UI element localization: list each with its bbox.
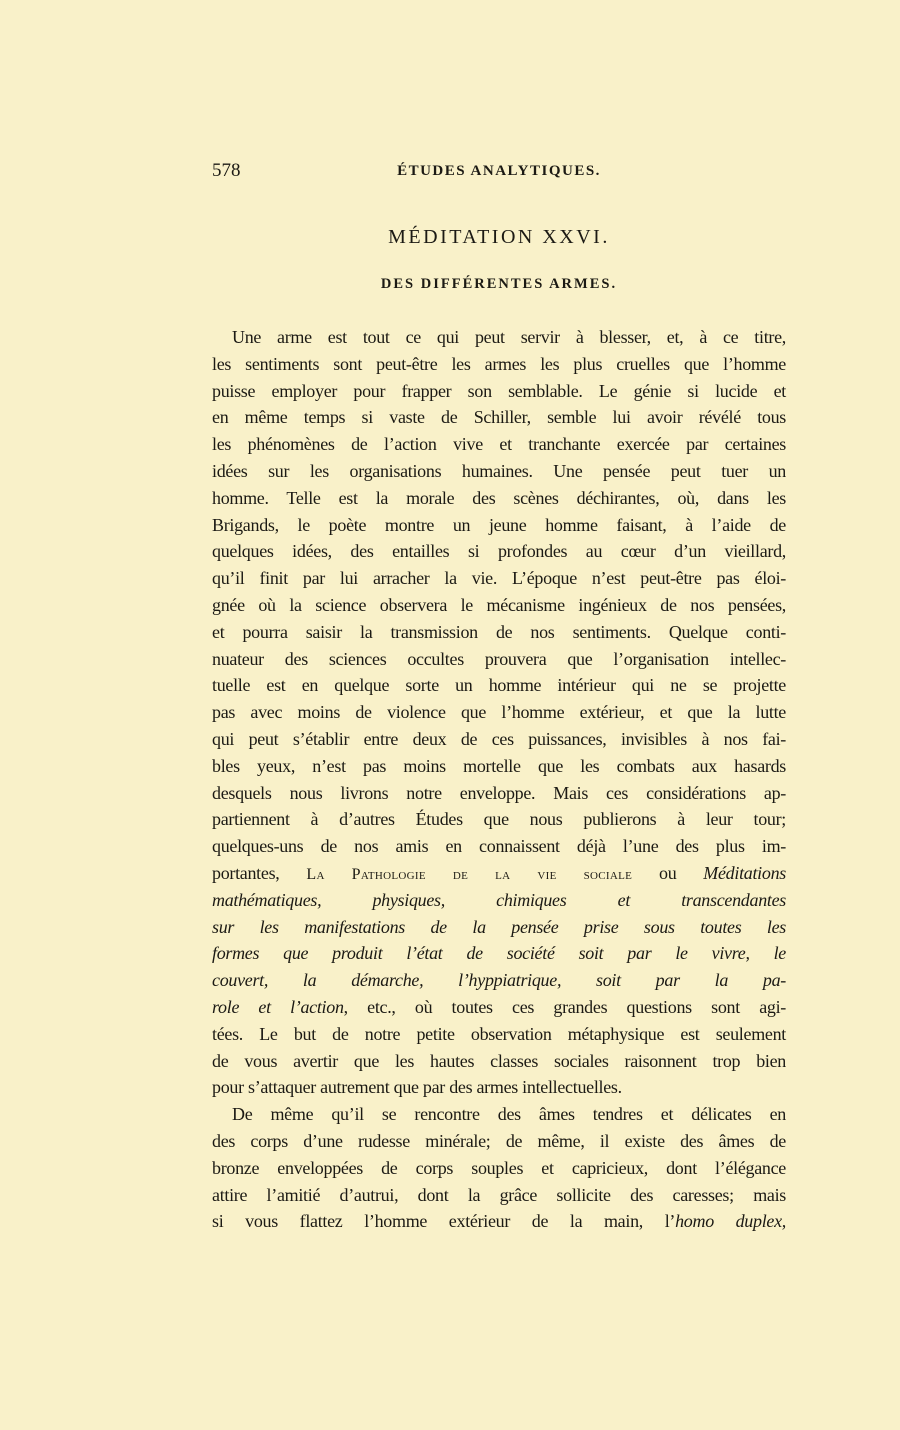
text-line — [212, 351, 786, 378]
body-text — [212, 324, 786, 1235]
text-line — [212, 512, 786, 539]
page-number: 578 — [212, 160, 241, 181]
text-segment: puisse employer pour frapper son semblable. Le génie si lucide et — [212, 380, 786, 401]
text-segment: en même temps si vaste de Schiller, semble lui avoir révélé tous — [212, 407, 786, 428]
text-segment: quelques idées, des entailles si profondes au cœur d’un vieillard, — [212, 541, 786, 562]
text-segment: bronze enveloppées de corps souples et capricieux, dont l’élégance — [212, 1157, 786, 1178]
text-line — [212, 1101, 786, 1128]
italic-text: sur les manifestations de la pensée prise sous toutes les — [212, 916, 786, 937]
text-segment: portantes, — [212, 862, 307, 883]
text-line — [212, 914, 786, 941]
text-line — [212, 672, 786, 699]
text-segment: les sentiments sont peut-être les armes les plus cruelles que l’homme — [212, 353, 786, 374]
text-segment: quelques-uns de nos amis en connaissent déjà l’une des plus im- — [212, 836, 786, 857]
text-segment: les phénomènes de l’action vive et tranchante exercée par certaines — [212, 434, 786, 455]
text-line — [212, 1182, 786, 1209]
text-segment: qu’il finit par lui arracher la vie. L’époque n’est peut-être pas éloi- — [212, 568, 786, 589]
text-segment: si vous flattez l’homme extérieur de la main, l’ — [212, 1211, 676, 1232]
text-line — [212, 1208, 786, 1235]
text-segment: , etc., où toutes ces grandes questions sont agi- — [343, 996, 786, 1017]
text-line — [212, 726, 786, 753]
text-line — [212, 324, 786, 351]
small-caps-text: La Pathologie de la vie sociale — [306, 865, 633, 883]
text-segment: attire l’amitié d’autrui, dont la grâce sollicite des caresses; mais — [212, 1184, 786, 1205]
text-line — [212, 485, 786, 512]
text-segment: nuateur des sciences occultes prouvera que l’organisation intellec- — [212, 648, 786, 669]
chapter-subtitle: DES DIFFÉRENTES ARMES. — [380, 276, 618, 292]
text-line — [212, 699, 786, 726]
text-line — [212, 940, 786, 967]
text-segment: tées. Le but de notre petite observation métaphysique est seulement — [212, 1023, 786, 1044]
text-line — [212, 967, 786, 994]
text-line — [212, 1128, 786, 1155]
text-segment: pour s’attaquer autrement que par des armes intellectuelles. — [212, 1077, 622, 1098]
text-segment: idées sur les organisations humaines. Une pensée peut tuer un — [212, 460, 786, 481]
text-line — [212, 458, 786, 485]
text-line — [212, 887, 786, 914]
text-segment: Brigands, le poète montre un jeune homme faisant, à l’aide de — [212, 514, 786, 535]
running-header — [212, 160, 786, 186]
text-line — [212, 565, 786, 592]
text-line — [212, 646, 786, 673]
text-line — [212, 378, 786, 405]
italic-text: role et l’action — [212, 996, 344, 1017]
italic-text: Méditations — [703, 862, 786, 883]
text-line — [212, 1048, 786, 1075]
text-line — [212, 780, 786, 807]
text-line — [212, 1074, 786, 1101]
text-line — [212, 753, 786, 780]
text-segment: bles yeux, n’est pas moins mortelle que les combats aux hasards — [212, 755, 786, 776]
text-segment: tuelle est en quelque sorte un homme intérieur qui ne se projette — [212, 675, 786, 696]
italic-text: couvert, la démarche, l’hyppiatrique, soit par la pa- — [212, 970, 786, 991]
text-segment: qui peut s’établir entre deux de ces puissances, invisibles à nos fai- — [212, 728, 786, 749]
text-segment: de vous avertir que les hautes classes sociales raisonnent trop bien — [212, 1050, 786, 1071]
chapter-title: MÉDITATION XXVI. — [388, 226, 610, 248]
text-line — [212, 592, 786, 619]
text-line — [212, 1155, 786, 1182]
text-segment: partiennent à d’autres Études que nous publierons à leur tour; — [212, 809, 786, 830]
italic-text: homo duplex, — [675, 1211, 786, 1232]
text-line — [212, 619, 786, 646]
text-segment: Une arme est tout ce qui peut servir à blesser, et, à ce titre, — [232, 327, 786, 347]
text-segment: pas avec moins de violence que l’homme extérieur, et que la lutte — [212, 702, 786, 723]
text-segment: ou — [632, 862, 704, 883]
text-line — [212, 833, 786, 860]
text-segment: des corps d’une rudesse minérale; de même, il existe des âmes de — [212, 1130, 786, 1151]
text-segment: et pourra saisir la transmission de nos sentiments. Quelque conti- — [212, 621, 786, 642]
italic-text: mathématiques, physiques, chimiques et transcendantes — [212, 889, 786, 910]
text-line — [212, 806, 786, 833]
text-line — [212, 431, 786, 458]
text-line — [212, 538, 786, 565]
text-segment: De même qu’il se rencontre des âmes tendres et délicates en — [232, 1104, 786, 1125]
italic-text: formes que produit l’état de société soit par le vivre, le — [212, 943, 786, 964]
text-line — [212, 404, 786, 431]
text-line — [212, 994, 786, 1021]
running-title: ÉTUDES ANALYTIQUES. — [397, 163, 601, 179]
text-segment: desquels nous livrons notre enveloppe. Mais ces considérations ap- — [212, 782, 786, 803]
text-line — [212, 860, 786, 887]
text-segment: homme. Telle est la morale des scènes déchirantes, où, dans les — [212, 487, 786, 508]
text-line — [212, 1021, 786, 1048]
text-segment: gnée où la science observera le mécanisme ingénieux de nos pensées, — [212, 594, 786, 615]
